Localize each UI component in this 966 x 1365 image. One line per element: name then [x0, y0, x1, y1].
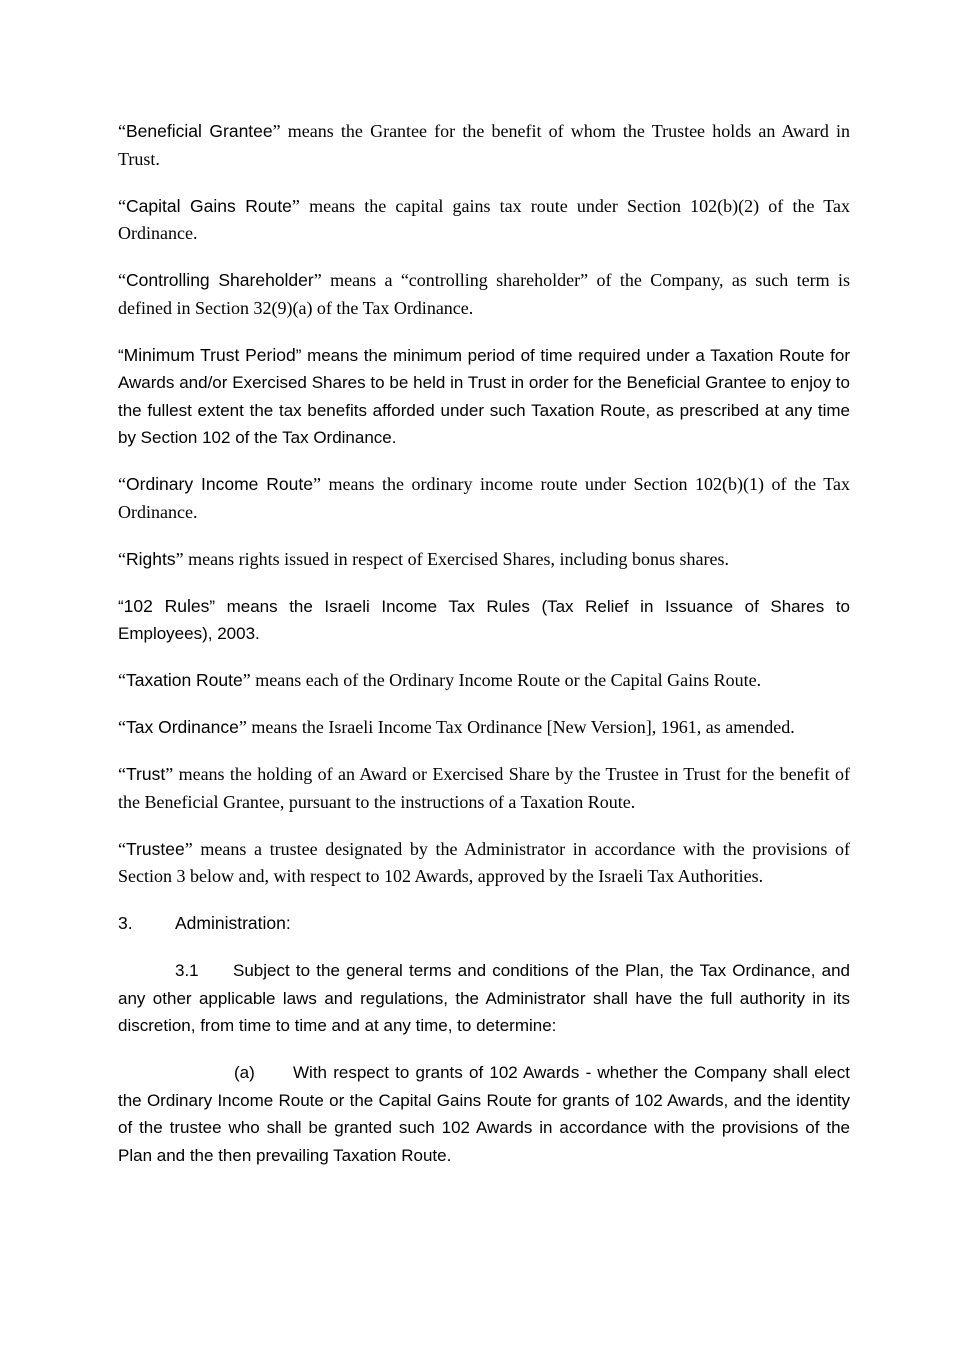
definition-text: means the ordinary income route under Section 102(b)(1) of the Tax Ordinance.	[118, 474, 850, 522]
subsection-number: 3.1	[175, 961, 199, 980]
definition-trustee: “Trustee” means a trustee designated by the Administrator in accordance with the provisions of Section 3 below and, with respect to 102 Awards, approved by the Israeli Tax Authorities.	[118, 838, 850, 886]
definition-taxation-route: “Taxation Route” means each of the Ordinary Income Route or the Capital Gains Route.	[118, 670, 762, 690]
definition-text: means the Israeli Income Tax Rules (Tax Relief in Issuance of Shares to Employees), 2003.	[118, 596, 850, 643]
definition-minimum-trust-period: “Minimum Trust Period” means the minimum period of time required under a Taxation Route for Awards and/or Exercised Shares to be held in Trust in order for the Beneficial Grantee to enjoy to the fullest extent the tax benefits afforded under such Taxation Route, as prescribed at any time by Section 102 of the Tax Ordinance.	[118, 344, 850, 447]
definition-text: means the Israeli Income Tax Ordinance [New Version], 1961, as amended.	[246, 717, 795, 737]
definition-102-rules: “102 Rules” means the Israeli Income Tax Rules (Tax Relief in Issuance of Shares to Employees), 2003.	[118, 595, 850, 643]
definition-ordinary-income-route: “Ordinary Income Route” means the ordinary income route under Section 102(b)(1) of the Tax Ordinance.	[118, 474, 850, 522]
definition-text: means rights issued in respect of Exercised Shares, including bonus shares.	[183, 548, 729, 569]
definition-capital-gains-route: “Capital Gains Route” means the capital gains tax route under Section 102(b)(2) of the Tax Ordinance.	[118, 195, 850, 243]
defined-term: Ordinary Income Route	[126, 474, 313, 494]
subsection-text: Subject to the general terms and conditions of the Plan, the Tax Ordinance, and any other applicable laws and regulations, the Administrator shall have the full authority in its discretion, from time to time and at any time, to determine:	[118, 961, 850, 1035]
subsection-number: (a)	[234, 1063, 255, 1082]
section-number: 3.	[118, 913, 133, 933]
definition-text: means the minimum period of time required under a Taxation Route for Awards and/or Exercised Shares to be held in Trust in order for the Beneficial Grantee to enjoy to the fullest extent the tax benefits afforded under such Taxation Route, as prescribed at any time by Section 102 of the Tax Ordinance.	[118, 345, 850, 447]
defined-term: Beneficial Grantee	[126, 121, 273, 141]
section-heading-administration	[118, 910, 850, 938]
defined-term: Controlling Shareholder	[126, 270, 314, 290]
section-title: Administration:	[175, 913, 291, 933]
document-page	[118, 118, 850, 1189]
definition-text: means the capital gains tax route under Section 102(b)(2) of the Tax Ordinance.	[118, 195, 850, 243]
defined-term: 102 Rules	[123, 595, 210, 616]
defined-term: Capital Gains Route	[126, 195, 292, 216]
subsection-3-1	[118, 957, 850, 1040]
defined-term: Taxation Route	[126, 670, 243, 690]
defined-term: Trustee	[126, 838, 185, 859]
definition-text: means a trustee designated by the Administrator in accordance with the provisions of Section 3 below and, with respect to 102 Awards, approved by the Israeli Tax Authorities.	[118, 838, 850, 886]
definition-tax-ordinance: “Tax Ordinance” means the Israeli Income Tax Ordinance [New Version], 1961, as amended.	[118, 717, 795, 737]
defined-term: Trust	[126, 764, 166, 784]
definition-text: means a “controlling shareholder” of the Company, as such term is defined in Section 32(9)(a) of the Tax Ordinance.	[118, 270, 850, 318]
subsection-a	[118, 1059, 850, 1169]
defined-term: Tax Ordinance	[126, 717, 239, 737]
definition-text: means the Grantee for the benefit of whom the Trustee holds an Award in Trust.	[118, 121, 850, 169]
definition-beneficial-grantee: “Beneficial Grantee” means the Grantee for the benefit of whom the Trustee holds an Award in Trust.	[118, 121, 850, 169]
subsection-text: With respect to grants of 102 Awards - whether the Company shall elect the Ordinary Income Route or the Capital Gains Route for grants of 102 Awards, and the identity of the trustee who shall be granted such 102 Awards in accordance with the provisions of the Plan and the then prevailing Taxation Route.	[118, 1063, 850, 1165]
definition-rights: “Rights” means rights issued in respect of Exercised Shares, including bonus shares.	[118, 548, 729, 569]
definition-controlling-shareholder: “Controlling Shareholder” means a “controlling shareholder” of the Company, as such term is defined in Section 32(9)(a) of the Tax Ordinance.	[118, 270, 850, 318]
definition-text: means the holding of an Award or Exercised Share by the Trustee in Trust for the benefit of the Beneficial Grantee, pursuant to the instructions of a Taxation Route.	[118, 764, 850, 812]
definition-text: means each of the Ordinary Income Route or the Capital Gains Route.	[250, 670, 762, 690]
defined-term: Minimum Trust Period	[123, 344, 296, 365]
defined-term: Rights	[126, 548, 176, 569]
definition-trust: “Trust” means the holding of an Award or Exercised Share by the Trustee in Trust for the benefit of the Beneficial Grantee, pursuant to the instructions of a Taxation Route.	[118, 764, 850, 812]
